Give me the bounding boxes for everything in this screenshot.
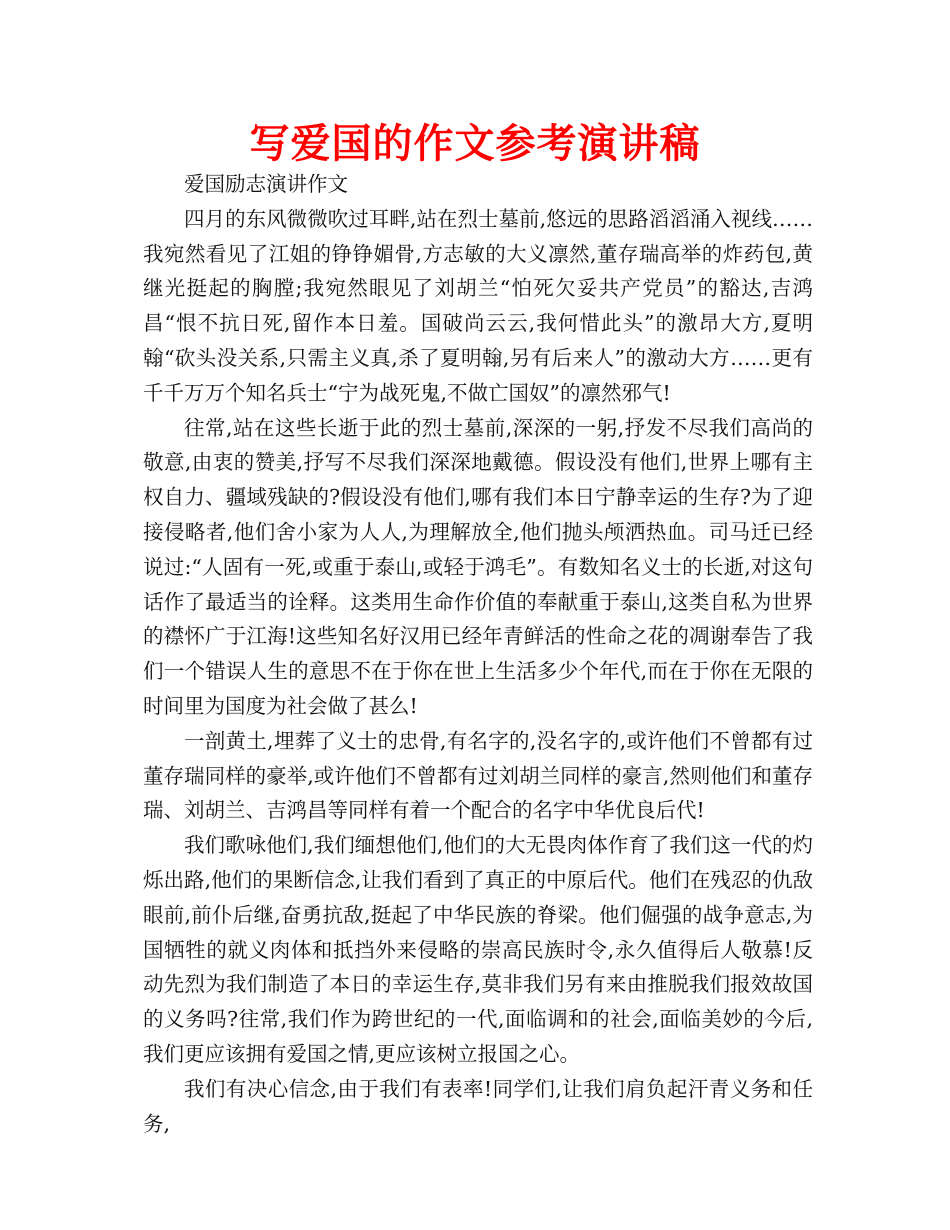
document-title: 写爱国的作文参考演讲稿 <box>249 121 701 167</box>
body-paragraph-1: 四月的东风微微吹过耳畔,站在烈士墓前,悠远的思路滔滔涌入视线……我宛然看见了江姐的铮铮媚骨,方志敏的大义凛然,董存瑞高举的炸药包,黄继光挺起的胸膛;我宛然眼见了刘胡兰“怕死欠妥共产党员”的豁达,吉鸿昌“恨不抗日死,留作本日羞。国破尚云云,我何惜此头”的激昂大方,夏明翰“砍头没关系,只需主义真,杀了夏明翰,另有后来人”的激动大方……更有千千万万个知名兵士“宁为战死鬼,不做亡国奴”的凛然邪气! <box>143 206 813 405</box>
document-body <box>143 167 813 1141</box>
subtitle-paragraph: 爱国励志演讲作文 <box>184 172 348 196</box>
body-paragraph-4: 我们歌咏他们,我们缅想他们,他们的大无畏肉体作育了我们这一代的灼烁出路,他们的果断信念,让我们看到了真正的中原后代。他们在残忍的仇敌眼前,前仆后继,奋勇抗敌,挺起了中华民族的脊梁。他们倔强的战争意志,为国牺牲的就义肉体和抵挡外来侵略的崇高民族时令,永久值得后人敬慕!反动先烈为我们制造了本日的幸运生存,莫非我们另有来由推脱我们报效故国的义务吗?往常,我们作为跨世纪的一代,面临调和的社会,面临美妙的今后,我们更应该拥有爱国之情,更应该树立报国之心。 <box>143 833 813 1066</box>
body-paragraph-3: 一剖黄土,埋葬了义士的忠骨,有名字的,没名字的,或许他们不曾都有过董存瑞同样的豪举,或许他们不曾都有过刘胡兰同样的豪言,然则他们和董存瑞、刘胡兰、吉鸿昌等同样有着一个配合的名字中华优良后代! <box>143 728 813 823</box>
body-paragraph-2: 往常,站在这些长逝于此的烈士墓前,深深的一躬,抒发不尽我们高尚的敬意,由衷的赞美,抒写不尽我们深深地戴德。假设没有他们,世界上哪有主权自力、疆域残缺的?假设没有他们,哪有我们本日宁静幸运的生存?为了迎接侵略者,他们舍小家为人人,为理解放全,他们抛头颅洒热血。司马迁已经说过:“人固有一死,或重于泰山,或轻于鸿毛”。有数知名义士的长逝,对这句话作了最适当的诠释。这类用生命作价值的奉献重于泰山,这类自私为世界的襟怀广于江海!这些知名好汉用已经年青鲜活的性命之花的凋谢奉告了我们一个错误人生的意思不在于你在世上生活多少个年代,而在于你在无限的时间里为国度为社会做了甚么! <box>143 415 813 718</box>
body-paragraph-5: 我们有决心信念,由于我们有表率!同学们,让我们肩负起汗青义务和任务, <box>143 1076 813 1136</box>
